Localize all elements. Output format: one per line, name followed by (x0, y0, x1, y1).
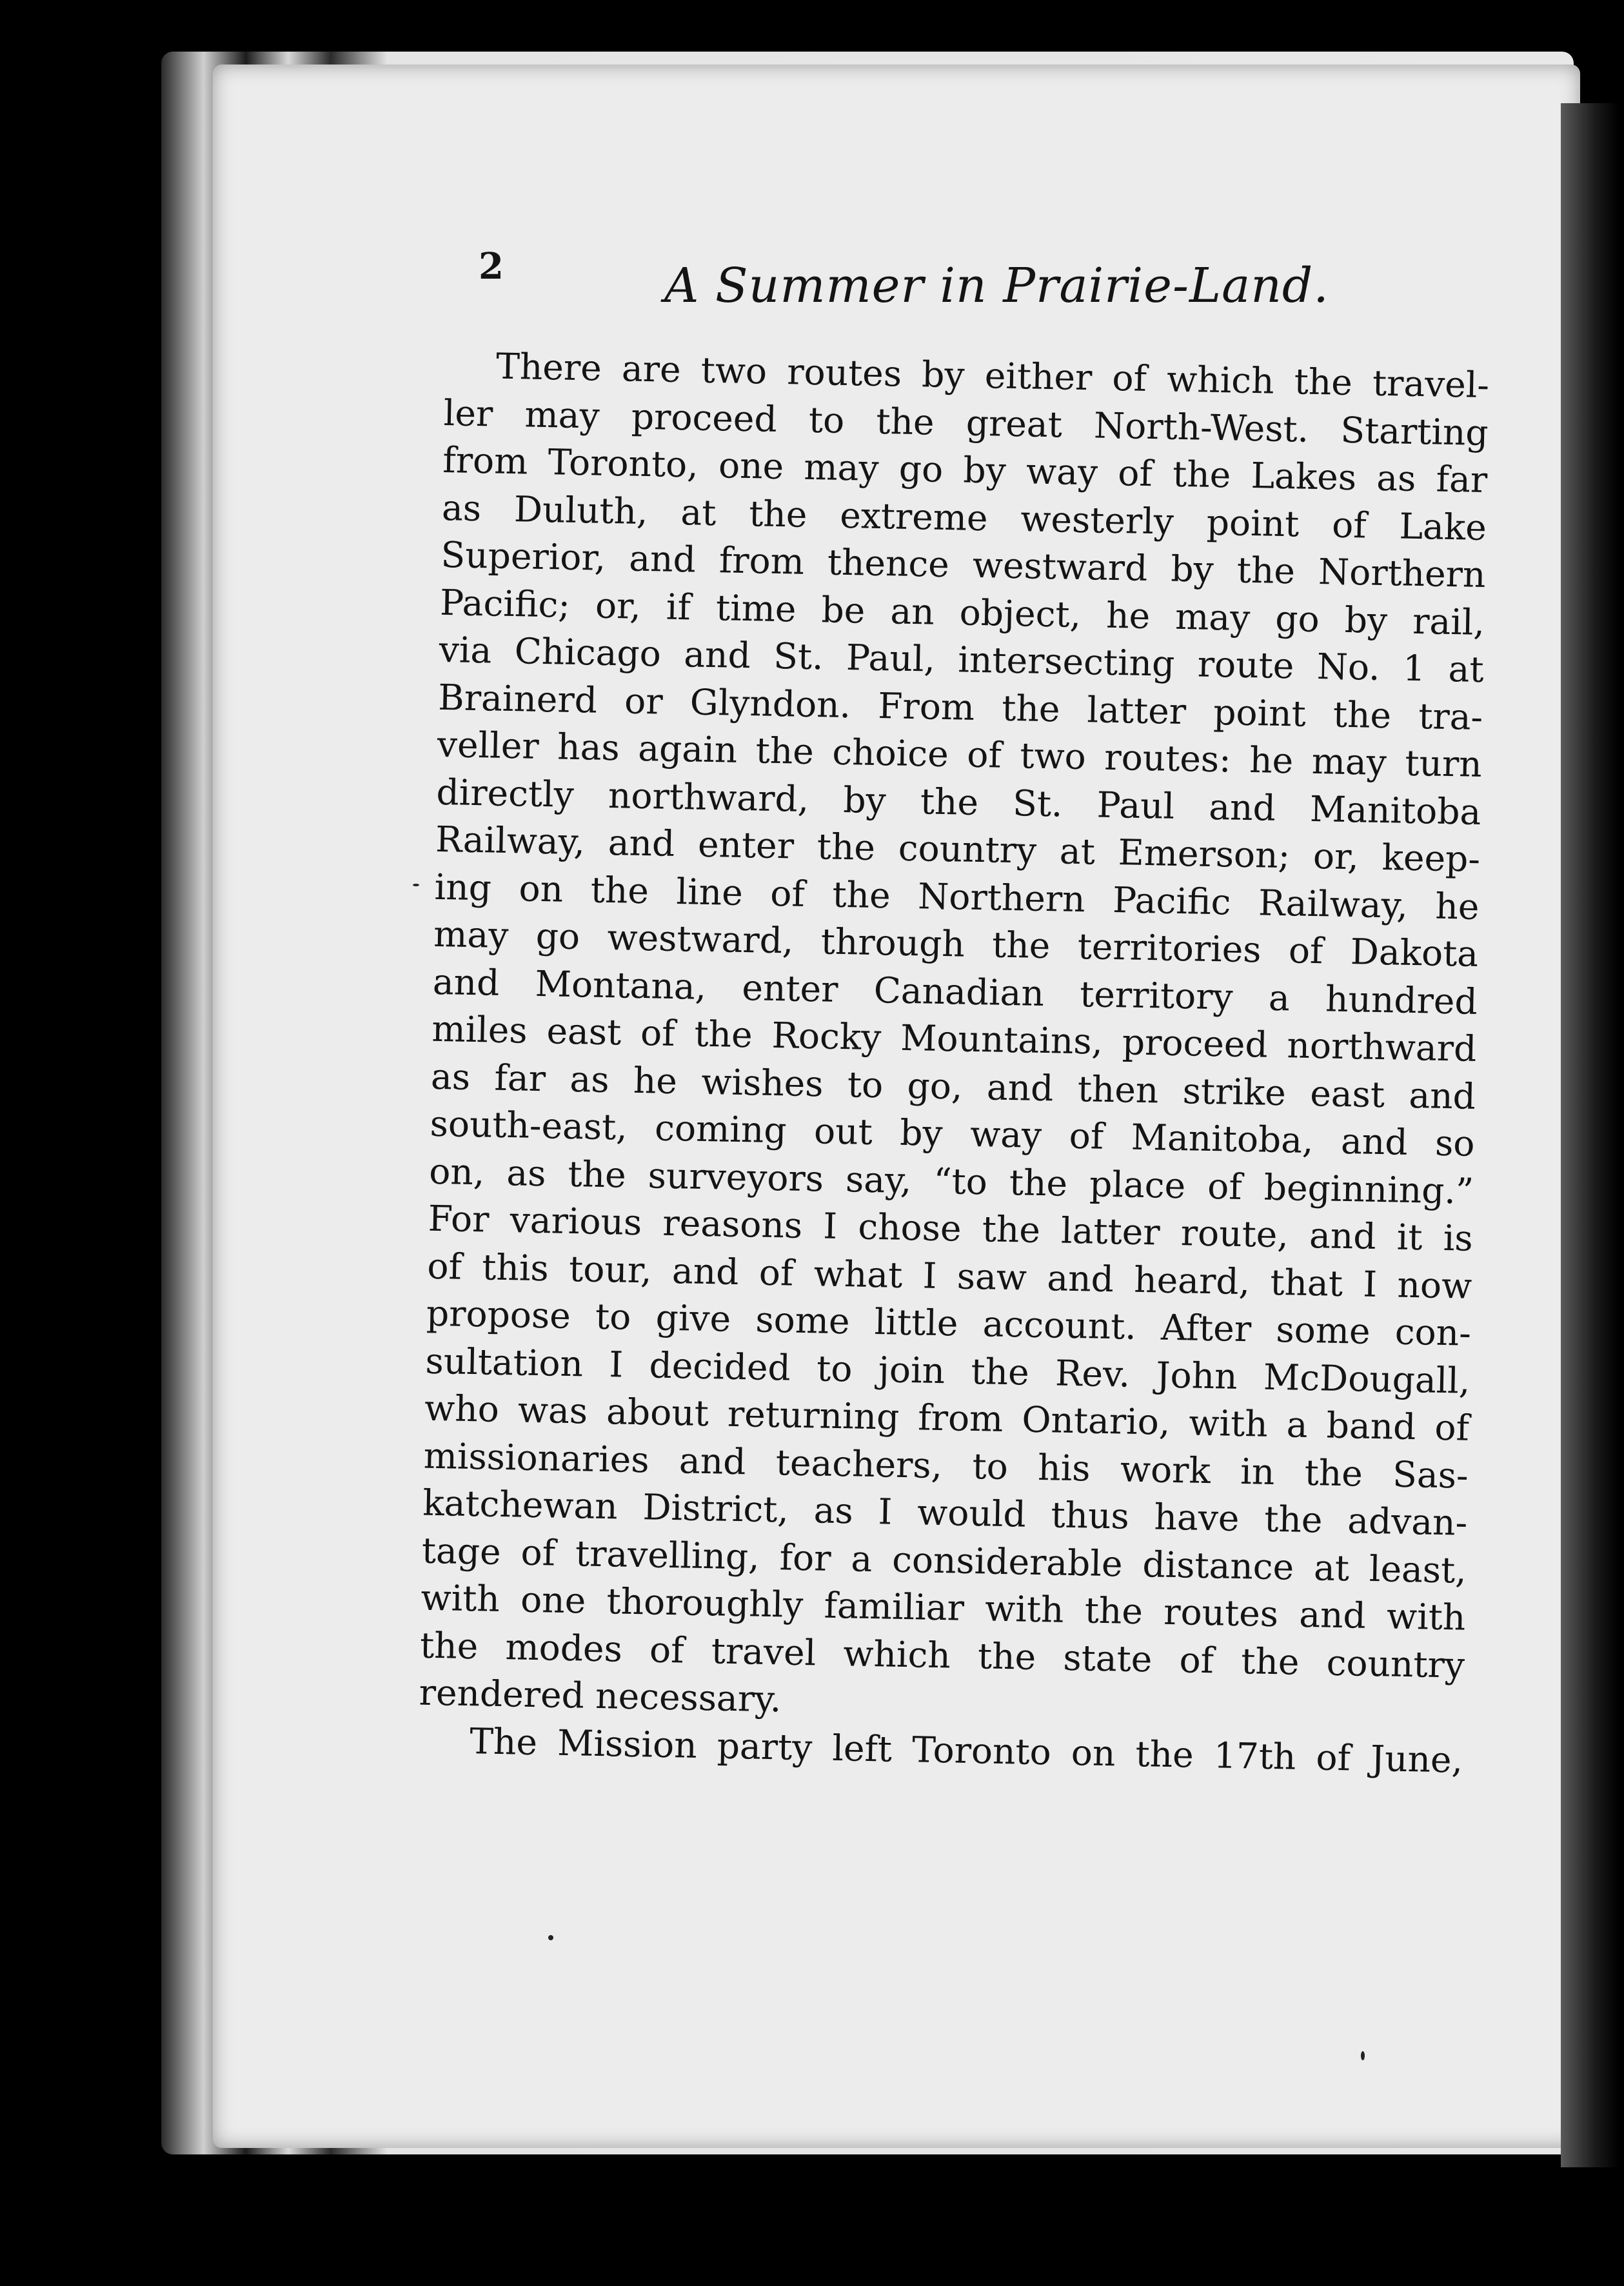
dust-speck (548, 1935, 553, 1940)
text-line: propose to give some little account. After some con- (426, 1292, 1472, 1354)
text-line: as far as he wishes to go, and then strike east and (430, 1055, 1476, 1117)
binding-shadow (1561, 103, 1619, 2167)
text-line: tage of travelling, for a considerable distance at least, (421, 1529, 1467, 1591)
text-line: may go westward, through the territories of Dakota (433, 913, 1479, 975)
text-line: Pacific; or, if time be an object, he may go by rail, (439, 581, 1485, 643)
text-line: sultation I decided to join the Rev. John McDougall, (425, 1340, 1471, 1402)
text-line: and Montana, enter Canadian territory a hundred (432, 960, 1478, 1022)
page-number: 2 (479, 245, 504, 288)
running-head: A Summer in Prairie-Land. (664, 258, 1329, 313)
text-line: miles east of the Rocky Mountains, proceed northward (431, 1008, 1477, 1069)
text-line: Railway, and enter the country at Emerson; or, keep- (435, 818, 1481, 880)
text-line: Superior, and from thence westward by the Northern (441, 533, 1486, 596)
text-line: from Toronto, one may go by way of the Lakes as far (442, 439, 1488, 501)
body-text (418, 342, 1490, 1784)
dust-speck (1361, 2051, 1365, 2060)
dust-speck (413, 884, 419, 886)
text-line: ler may proceed to the great North-West. Starting (443, 392, 1489, 453)
text-line: directly northward, by the St. Paul and Manitoba (435, 771, 1481, 833)
text-line: rendered necessary. (419, 1671, 782, 1720)
text-line: via Chicago and St. Paul, intersecting route No. 1 at (439, 628, 1485, 691)
text-line: of this tour, and of what I saw and heard, that I now (426, 1245, 1472, 1307)
text-line: with one thoroughly familiar with the routes and with (421, 1576, 1466, 1638)
text-line: on, as the surveyors say, “to the place of beginning.” (428, 1150, 1474, 1212)
text-line: The Mission party left Toronto on the 17th of June, (469, 1720, 1463, 1781)
text-line: There are two routes by either of which the travel- (495, 345, 1490, 406)
text-line: south-east, coming out by way of Manitoba, and so (430, 1102, 1476, 1164)
text-line: Brainerd or Glyndon. From the latter point the tra- (437, 676, 1483, 738)
text-line: as Duluth, at the extreme westerly point of Lake (441, 486, 1487, 548)
text-line: For various reasons I chose the latter route, and it is (428, 1197, 1474, 1259)
text-line: the modes of travel which the state of the country (419, 1624, 1465, 1686)
text-line: ing on the line of the Northern Pacific Railway, he (434, 866, 1480, 928)
text-line: katchewan District, as I would thus have the advan- (422, 1482, 1468, 1544)
text-line: veller has again the choice of two routes: he may turn (437, 723, 1483, 785)
text-line: missionaries and teachers, to his work in the Sas- (423, 1435, 1469, 1496)
text-line: who was about returning from Ontario, with a band of (424, 1387, 1470, 1449)
